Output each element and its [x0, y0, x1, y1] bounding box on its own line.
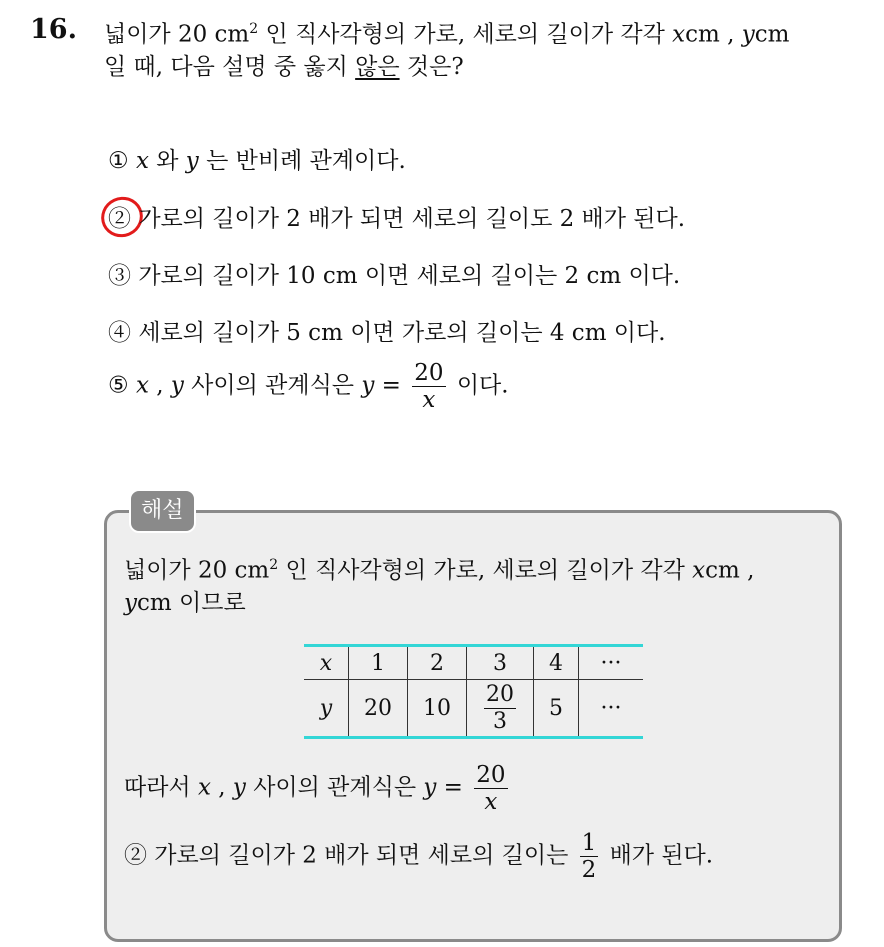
- question-text: 일 때, 다음 설명 중 옳지: [104, 54, 356, 80]
- solution-relation: [124, 762, 512, 815]
- var-y: y: [170, 372, 184, 399]
- superscript: 2: [269, 557, 279, 573]
- table-cell: 1: [349, 646, 408, 680]
- solution-text: 넓이가 20 cm: [124, 557, 270, 584]
- solution-text: cm ,: [705, 557, 755, 584]
- option-text: 는 반비례 관계이다.: [198, 148, 406, 174]
- table-cell: y: [304, 680, 349, 738]
- table-row-y: [304, 680, 643, 738]
- question-line-1: [104, 14, 789, 50]
- fraction: [484, 682, 516, 735]
- solution-line-2: [124, 588, 246, 618]
- option-text: 세로의 길이가 5 cm 이면 가로의 길이는 4 cm 이다.: [138, 320, 666, 346]
- var-y: y: [361, 372, 375, 399]
- option-number: ①: [108, 148, 129, 174]
- table-cell: 20: [349, 680, 408, 738]
- solution-text: 따라서: [124, 774, 198, 801]
- table-row-x: [304, 646, 643, 680]
- question-line-2: [104, 52, 464, 82]
- unit-cm: cm: [754, 21, 790, 48]
- solution-line-1: [124, 550, 754, 586]
- var-x: x: [135, 148, 149, 174]
- solution-text: 사이의 관계식은: [245, 774, 424, 801]
- var-x: x: [692, 557, 706, 584]
- var-y: y: [423, 774, 437, 801]
- option-2[interactable]: [108, 204, 685, 234]
- option-1[interactable]: [108, 146, 406, 176]
- option-5[interactable]: [108, 360, 509, 413]
- option-number: ④: [108, 320, 131, 346]
- table-cell-fraction: [467, 680, 534, 738]
- table-cell: 5: [534, 680, 579, 738]
- equals: =: [374, 372, 409, 399]
- solution-text: 배가 된다.: [602, 842, 714, 869]
- var-x: x: [672, 21, 686, 48]
- option-text: ,: [148, 372, 171, 399]
- question-text: 것은?: [399, 54, 464, 80]
- fraction-numerator: 20: [414, 360, 444, 386]
- option-number: ③: [108, 263, 131, 289]
- option-3[interactable]: [108, 261, 680, 291]
- superscript: 2: [249, 21, 259, 37]
- option-text: 가로의 길이가 10 cm 이면 세로의 길이는 2 cm 이다.: [138, 263, 681, 289]
- comma: ,: [210, 774, 233, 801]
- question-text: 넓이가 20 cm: [104, 21, 250, 48]
- question-text: 인 직사각형의 가로, 세로의 길이가 각각: [258, 21, 673, 48]
- option-text: 와: [148, 148, 186, 174]
- unit-cm: cm: [685, 21, 720, 48]
- option-number: ②: [108, 206, 131, 232]
- var-x: x: [197, 774, 211, 801]
- table-cell: x: [304, 646, 349, 680]
- solution-text: 인 직사각형의 가로, 세로의 길이가 각각: [278, 557, 693, 584]
- option-number: ⑤: [108, 372, 129, 399]
- table-cell: 4: [534, 646, 579, 680]
- var-y: y: [124, 590, 137, 616]
- option-text: 사이의 관계식은: [183, 372, 362, 399]
- underlined-word: 않은: [355, 54, 400, 80]
- fraction: [412, 360, 445, 413]
- var-y: y: [185, 148, 199, 174]
- table-cell: 3: [467, 646, 534, 680]
- var-y: y: [232, 774, 246, 801]
- solution-text: cm 이므로: [137, 590, 246, 616]
- question-number: 16.: [30, 14, 77, 45]
- option-text: 가로의 길이가 2 배가 되면 세로의 길이도 2 배가 된다.: [138, 206, 686, 232]
- fraction-denominator: 3: [493, 708, 507, 734]
- option-4[interactable]: [108, 318, 666, 348]
- fraction-denominator: x: [484, 789, 498, 815]
- fraction-denominator: 2: [581, 857, 597, 883]
- fraction-numerator: 20: [476, 762, 506, 788]
- fraction-numerator: 20: [486, 681, 514, 707]
- xy-table: [304, 644, 643, 739]
- solution-text: ② 가로의 길이가 2 배가 되면 세로의 길이는: [124, 842, 576, 869]
- table-cell: 10: [408, 680, 467, 738]
- var-x: x: [135, 372, 149, 399]
- table-cell: ···: [579, 646, 644, 680]
- var-y: y: [741, 21, 755, 48]
- equals: =: [436, 774, 471, 801]
- fraction: [580, 830, 599, 883]
- solution-conclusion: [124, 830, 713, 883]
- fraction-numerator: 1: [581, 830, 597, 856]
- solution-tag: 해설: [129, 489, 196, 533]
- option-text: 이다.: [449, 372, 509, 399]
- table-cell: 2: [408, 646, 467, 680]
- fraction-denominator: x: [422, 387, 436, 413]
- fraction: [474, 762, 507, 815]
- comma: ,: [719, 21, 742, 48]
- table-cell: ···: [579, 680, 644, 738]
